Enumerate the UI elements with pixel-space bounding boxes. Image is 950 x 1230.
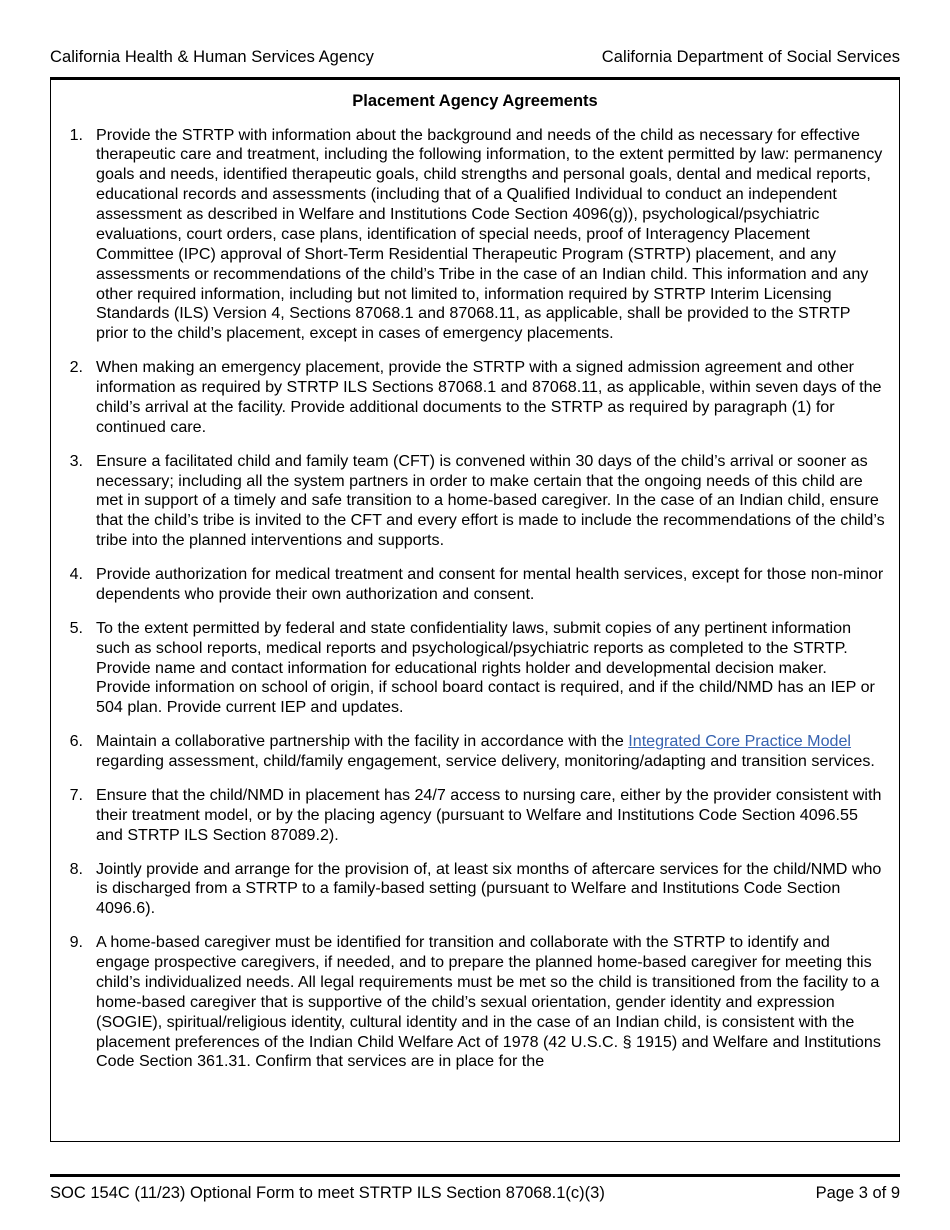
page-title: Placement Agency Agreements (352, 91, 598, 110)
list-item (65, 732, 885, 772)
list-item (65, 933, 885, 1072)
footer-form-reference: SOC 154C (11/23) Optional Form to meet STRTP ILS Section 87068.1(c)(3) (50, 1184, 605, 1203)
list-item-text: Ensure a facilitated child and family team (CFT) is convened within 30 days of the child’s arrival or sooner as necessary; including all the system partners in order to make certain that the ongoing needs of this child are met in support of a timely and safe transition to a home-based caregiver. In the case of an Indian child, ensure that the child’s tribe is invited to the CFT and every effort is made to include the recommendations of the child’s tribe into the planned interventions and supports. (96, 451, 885, 550)
list-item-text-before-link: Maintain a collaborative partnership with the facility in accordance with the (96, 732, 629, 751)
list-item-text: When making an emergency placement, provide the STRTP with a signed admission agreement and other information as required by STRTP ILS Sections 87068.1 and 87068.11, as applicable, within seven days of the child’s arrival at the facility. Provide additional documents to the STRTP as required by paragraph (1) for continued care. (96, 358, 882, 436)
list-item (65, 860, 885, 920)
list-item-text-after-link: regarding assessment, child/family engagement, service delivery, monitoring/adapting and transition services. (96, 752, 875, 771)
list-item-number: 6. (69, 732, 83, 751)
footer-divider-rule (50, 1174, 900, 1177)
list-item-number: 4. (69, 565, 83, 584)
list-item-number: 5. (69, 618, 83, 637)
list-item (65, 565, 885, 605)
list-item-text (96, 732, 885, 772)
header-agency-right: California Department of Social Services (601, 48, 900, 66)
document-footer (50, 1174, 900, 1204)
header-agency-left: California Health & Human Services Agency (50, 48, 374, 66)
list-item-text: Provide the STRTP with information about the background and needs of the child as necessary for effective therapeutic care and treatment, including the following information, to the extent permitted by law: permanency goals and needs, identified therapeutic goals, child strengths and personal goals, dental and medical reports, educational records and assessments (including that of a Qualified Individual to conduct an independent assessment as described in Welfare and Institutions Code Section 4096(g)), psychological/psychiatric evaluations, court orders, case plans, identification of special needs, proof of Interagency Placement Committee (IPC) approval of Short-Term Residential Therapeutic Program (STRTP) placement, and any assessments or recommendations of the child’s Tribe in the case of an Indian child. This information and any other required information, including but not limited to, information required by STRTP Interim Licensing Standards (ILS) Version 4, Sections 87068.1 and 87068.11, as applicable, shall be provided to the STRTP prior to the child’s placement, except in cases of emergency placements. (96, 125, 883, 343)
list-item-number: 1. (69, 125, 83, 144)
document-header (50, 0, 900, 68)
list-item-number: 9. (69, 933, 83, 952)
footer-page-number: Page 3 of 9 (815, 1184, 900, 1203)
list-item-number: 2. (69, 358, 83, 377)
agreements-content-box (50, 80, 900, 1142)
footer-row (50, 1184, 900, 1204)
list-item (65, 619, 885, 718)
list-item (65, 452, 885, 551)
integrated-core-practice-model-link[interactable]: Integrated Core Practice Model (628, 732, 852, 751)
list-item-number: 7. (69, 785, 83, 804)
agreements-list (65, 126, 885, 1073)
list-item (65, 358, 885, 438)
list-item-number: 3. (69, 451, 83, 470)
list-item-text: To the extent permitted by federal and state confidentiality laws, submit copies of any pertinent information such as school reports, medical reports and psychological/psychiatric reports as completed to the STRTP. Provide name and contact information for educational rights holder and developmental decision maker. Provide information on school of origin, if school board contact is required, and if the child/NMD has an IEP or 504 plan. Provide current IEP and updates. (96, 618, 875, 717)
list-item-text: Provide authorization for medical treatment and consent for mental health services, except for those non-minor dependents who provide their own authorization and consent. (96, 565, 884, 603)
list-item-number: 8. (69, 859, 83, 878)
list-item-text: A home-based caregiver must be identified for transition and collaborate with the STRTP to identify and engage prospective caregivers, if needed, and to prepare the planned home-based caregiver for meeting this child’s individualized needs. All legal requirements must be met so the child is transitioned from the facility to a home-based caregiver that is supportive of the child’s sexual orientation, gender identity and expression (SOGIE), spiritual/religious identity, cultural identity and in the case of an Indian child, is consistent with the placement preferences of the Indian Child Welfare Act of 1978 (42 U.S.C. § 1915) and Welfare and Institutions Code Section 361.31. Confirm that services are in place for the (96, 933, 881, 1071)
list-item-text: Jointly provide and arrange for the provision of, at least six months of aftercare services for the child/NMD who is discharged from a STRTP to a family-based setting (pursuant to Welfare and Institutions Code Section 4096.6). (96, 859, 882, 918)
list-item-text: Ensure that the child/NMD in placement has 24/7 access to nursing care, either by the provider consistent with their treatment model, or by the placing agency (pursuant to Welfare and Institutions Code Section 4096.55 and STRTP ILS Section 87089.2). (96, 785, 882, 844)
list-item (65, 786, 885, 846)
list-item (65, 126, 885, 345)
